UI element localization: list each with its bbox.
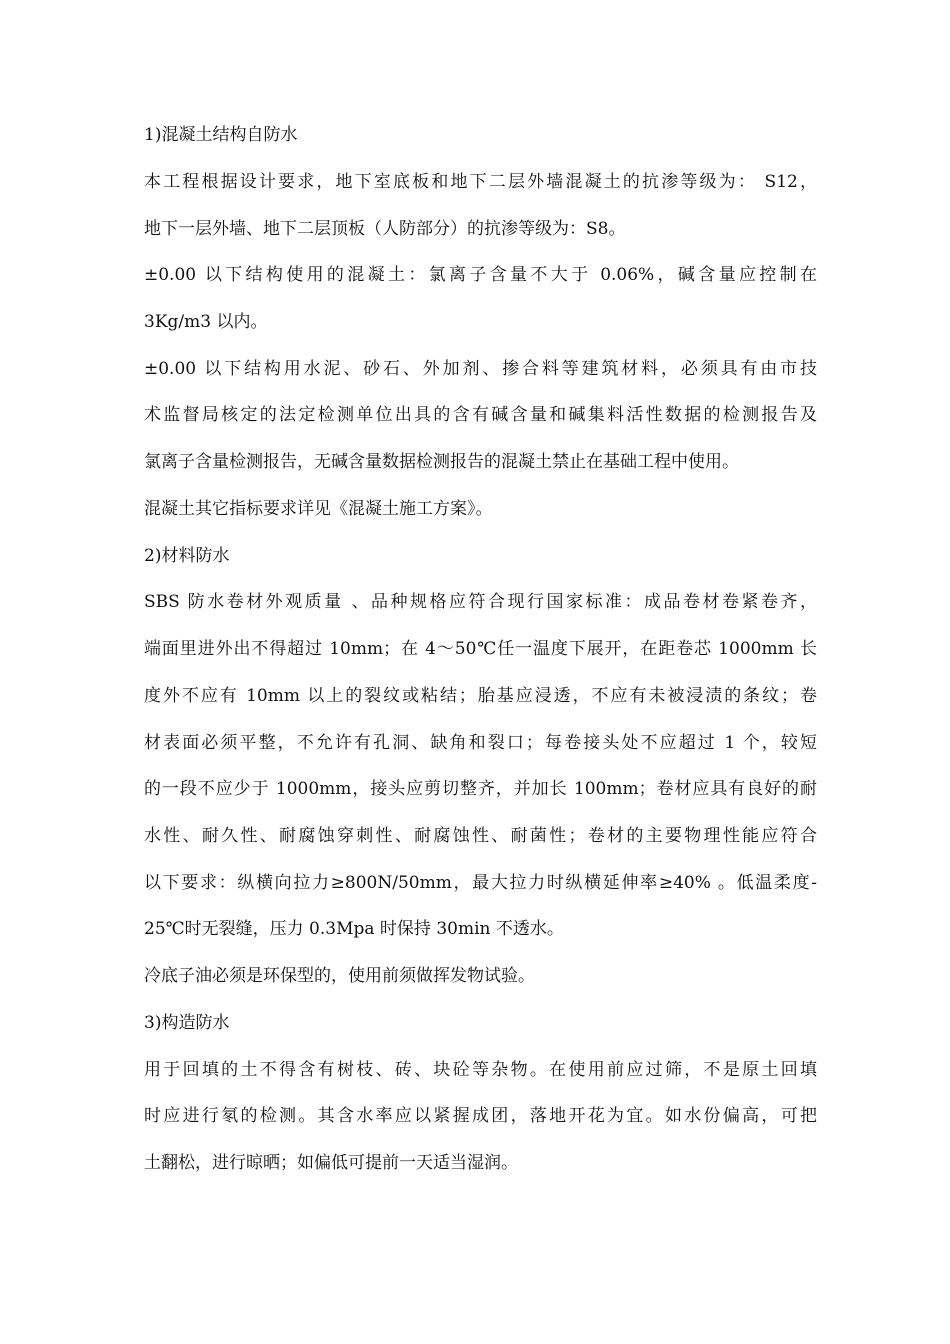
paragraph-line: 用于回填的土不得含有树枝、砖、块砼等杂物。在使用前应过筛，不是原土回填: [144, 1060, 817, 1080]
paragraph-line: 25℃时无裂缝，压力 0.3Mpa 时保持 30min 不透水。: [144, 919, 564, 939]
paragraph-line: 度外不应有 10mm 以上的裂纹或粘结；胎基应浸透，不应有未被浸渍的条纹；卷: [144, 686, 817, 706]
heading-structural-waterproofing: 3)构造防水: [144, 1013, 230, 1033]
heading-concrete-self-waterproofing: 1)混凝土结构自防水: [144, 125, 298, 145]
paragraph-line: 地下一层外墙、地下二层顶板（人防部分）的抗渗等级为：S8。: [144, 219, 626, 239]
paragraph-line: 土翻松，进行晾晒；如偏低可提前一天适当湿润。: [144, 1153, 518, 1173]
paragraph-line: 的一段不应少于 1000mm，接头应剪切整齐，并加长 100mm；卷材应具有良好的耐: [144, 779, 817, 799]
paragraph-line: 时应进行氡的检测。其含水率应以紧握成团，落地开花为宜。如水份偏高，可把: [144, 1106, 817, 1126]
heading-material-waterproofing: 2)材料防水: [144, 546, 230, 566]
paragraph-line: 氯离子含量检测报告，无碱含量数据检测报告的混凝土禁止在基础工程中使用。: [144, 452, 739, 472]
paragraph-line: 端面里进外出不得超过 10mm；在 4～50℃任一温度下展开，在距卷芯 1000mm 长: [144, 639, 817, 659]
paragraph-line: 3Kg/m3 以内。: [144, 312, 268, 332]
paragraph-line: ±0.00 以下结构用水泥、砂石、外加剂、掺合料等建筑材料，必须具有由市技: [144, 359, 817, 379]
paragraph-line: 本工程根据设计要求，地下室底板和地下二层外墙混凝土的抗渗等级为： S12，: [144, 172, 817, 192]
paragraph-line: 混凝土其它指标要求详见《混凝土施工方案》。: [144, 499, 493, 519]
paragraph-line: 材表面必须平整，不允许有孔洞、缺角和裂口；每卷接头处不应超过 1 个，较短: [144, 733, 817, 753]
paragraph-line: 水性、耐久性、耐腐蚀穿刺性、耐腐蚀性、耐菌性；卷材的主要物理性能应符合: [144, 826, 817, 846]
paragraph-line: 冷底子油必须是环保型的，使用前须做挥发物试验。: [144, 966, 535, 986]
paragraph-line: SBS 防水卷材外观质量 、品种规格应符合现行国家标准：成品卷材卷紧卷齐，: [144, 592, 817, 612]
paragraph-line: ±0.00 以下结构使用的混凝土：氯离子含量不大于 0.06%，碱含量应控制在: [144, 265, 817, 285]
paragraph-line: 以下要求：纵横向拉力≥800N/50mm，最大拉力时纵横延伸率≥40% 。低温柔度-: [144, 873, 817, 893]
paragraph-line: 术监督局核定的法定检测单位出具的含有碱含量和碱集料活性数据的检测报告及: [144, 405, 817, 425]
